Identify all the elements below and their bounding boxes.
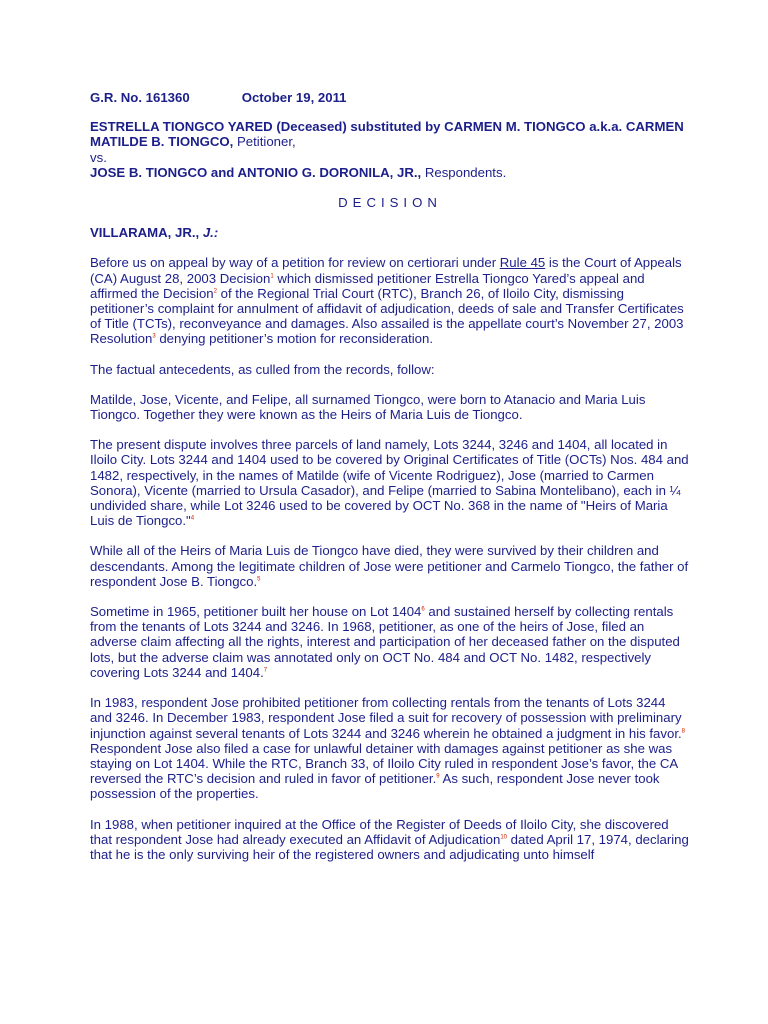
versus-text: vs. [90, 149, 107, 165]
case-number: G.R. No. 161360 [90, 90, 190, 105]
paragraph-text: Before us on appeal by way of a petition for review on certiorari under [90, 255, 500, 271]
paragraph-4 [90, 437, 690, 528]
paragraph-6 [90, 604, 690, 680]
paragraph-text: which dismissed petitioner Estrella Tiongco Yared’s appeal and affirmed the Decision [90, 270, 645, 301]
paragraph-1 [90, 255, 690, 346]
footnote-10-link[interactable]: 10 [500, 834, 508, 841]
footnote-6-link[interactable]: 6 [421, 606, 425, 613]
paragraph-text: The present dispute involves three parcels of land namely, Lots 3244, 3246 and 1404, all located in Iloilo City. Lots 3244 and 1404 used to be covered by Original Certificates of Title (OCTs) Nos. 484 and 1482, respectively, in the names of Matilde (wife of Vicente Rodriguez), Jose (married to Carmen Sonora), Vicente (married to Ursula Casador), and Felipe (married to Sabina Montelibano), each in ¼ undivided share, while Lot 3246 used to be covered by OCT No. 368 in the name of "Heirs of Maria Luis de Tiongco." [90, 437, 689, 529]
paragraph-text: of the Regional Trial Court (RTC), Branch 26, of Iloilo City, dismissing petitioner’s complaint for annulment of affidavit of adjudication, deeds of sale and Transfer Certificates of Title (TCTs), reconveyance and damages. Also assailed is the appellate court’s November 27, 2003 Resolution [90, 285, 684, 347]
decision-heading: DECISION [338, 195, 442, 211]
ponente-title: J.: [202, 225, 219, 241]
case-date: October 19, 2011 [241, 90, 347, 105]
footnote-8-link[interactable]: 8 [681, 728, 685, 735]
rule-45-link[interactable]: Rule 45 [499, 255, 546, 271]
case-header [90, 90, 690, 105]
case-parties [90, 119, 690, 180]
paragraph-text: denying petitioner’s motion for reconsideration. [155, 331, 433, 347]
paragraph-3: Matilde, Jose, Vicente, and Felipe, all surnamed Tiongco, were born to Atanacio and Maria Luis Tiongco. Together they were known as the Heirs of Maria Luis de Tiongco. [90, 391, 646, 423]
decision-document [90, 90, 690, 877]
footnote-9-link[interactable]: 9 [436, 773, 440, 780]
footnote-7-link[interactable]: 7 [263, 667, 268, 674]
paragraph-5 [90, 543, 690, 589]
paragraph-text: dated April 17, 1974, declaring that he is the only surviving heir of the registered owners and adjudicating unto himself [90, 831, 689, 862]
footnote-4-link[interactable]: 4 [190, 515, 195, 522]
respondent-label: Respondents. [421, 164, 507, 180]
paragraph-8 [90, 817, 690, 863]
footnote-2-link[interactable]: 2 [213, 288, 217, 295]
respondent-name: JOSE B. TIONGCO and ANTONIO G. DORONILA, JR., [90, 164, 422, 180]
ponente [90, 225, 690, 240]
petitioner-label: Petitioner, [233, 134, 296, 150]
ponente-name: VILLARAMA, JR., [90, 225, 200, 241]
paragraph-text: As such, respondent Jose never took possession of the properties. [90, 771, 660, 802]
footnote-5-link[interactable]: 5 [257, 576, 261, 583]
paragraph-text: In 1988, when petitioner inquired at the Office of the Register of Deeds of Iloilo City, she discovered that respondent Jose had already executed an Affidavit of Adjudication [90, 816, 669, 847]
paragraph-2: The factual antecedents, as culled from the records, follow: [90, 361, 435, 377]
paragraph-text: and sustained herself by collecting rentals from the tenants of Lots 3244 and 3246. In 1968, petitioner, as one of the heirs of Jose, filed an adverse claim affecting all the rights, interest and participation of her deceased father on the disputed lots, but the adverse claim was annotated only on OCT No. 484 and OCT No. 1482, respectively covering Lots 3244 and 1404. [90, 604, 680, 680]
paragraph-text: is the Court of Appeals (CA) August 28, 2003 Decision [90, 255, 682, 286]
paragraph-text: In 1983, respondent Jose prohibited petitioner from collecting rentals from the tenants of Lots 3244 and 3246. In December 1983, respondent Jose filed a suit for recovery of possession with preliminary injunction against several tenants of Lots 3244 and 3246 wherein he obtained a judgment in his favor. [90, 695, 682, 741]
paragraph-text: Sometime in 1965, petitioner built her house on Lot 1404 [90, 604, 422, 620]
footnote-1-link[interactable]: 1 [270, 273, 274, 280]
paragraph-7 [90, 695, 690, 801]
paragraph-text: Respondent Jose also filed a case for unlawful detainer with damages against petitioner as she was staying on Lot 1404. While the RTC, Branch 33, of Iloilo City ruled in respondent Jose’s favor, the CA reversed the RTC’s decision and ruled in favor of petitioner. [90, 740, 678, 787]
petitioner-name: ESTRELLA TIONGCO YARED (Deceased) substituted by CARMEN M. TIONGCO a.k.a. CARMEN MATILDE B. TIONGCO, [90, 119, 684, 150]
paragraph-text: While all of the Heirs of Maria Luis de Tiongco have died, they were survived by their children and descendants. Among the legitimate children of Jose were petitioner and Carmelo Tiongco, the father of respondent Jose B. Tiongco. [90, 543, 689, 589]
footnote-3-link[interactable]: 3 [152, 334, 156, 341]
